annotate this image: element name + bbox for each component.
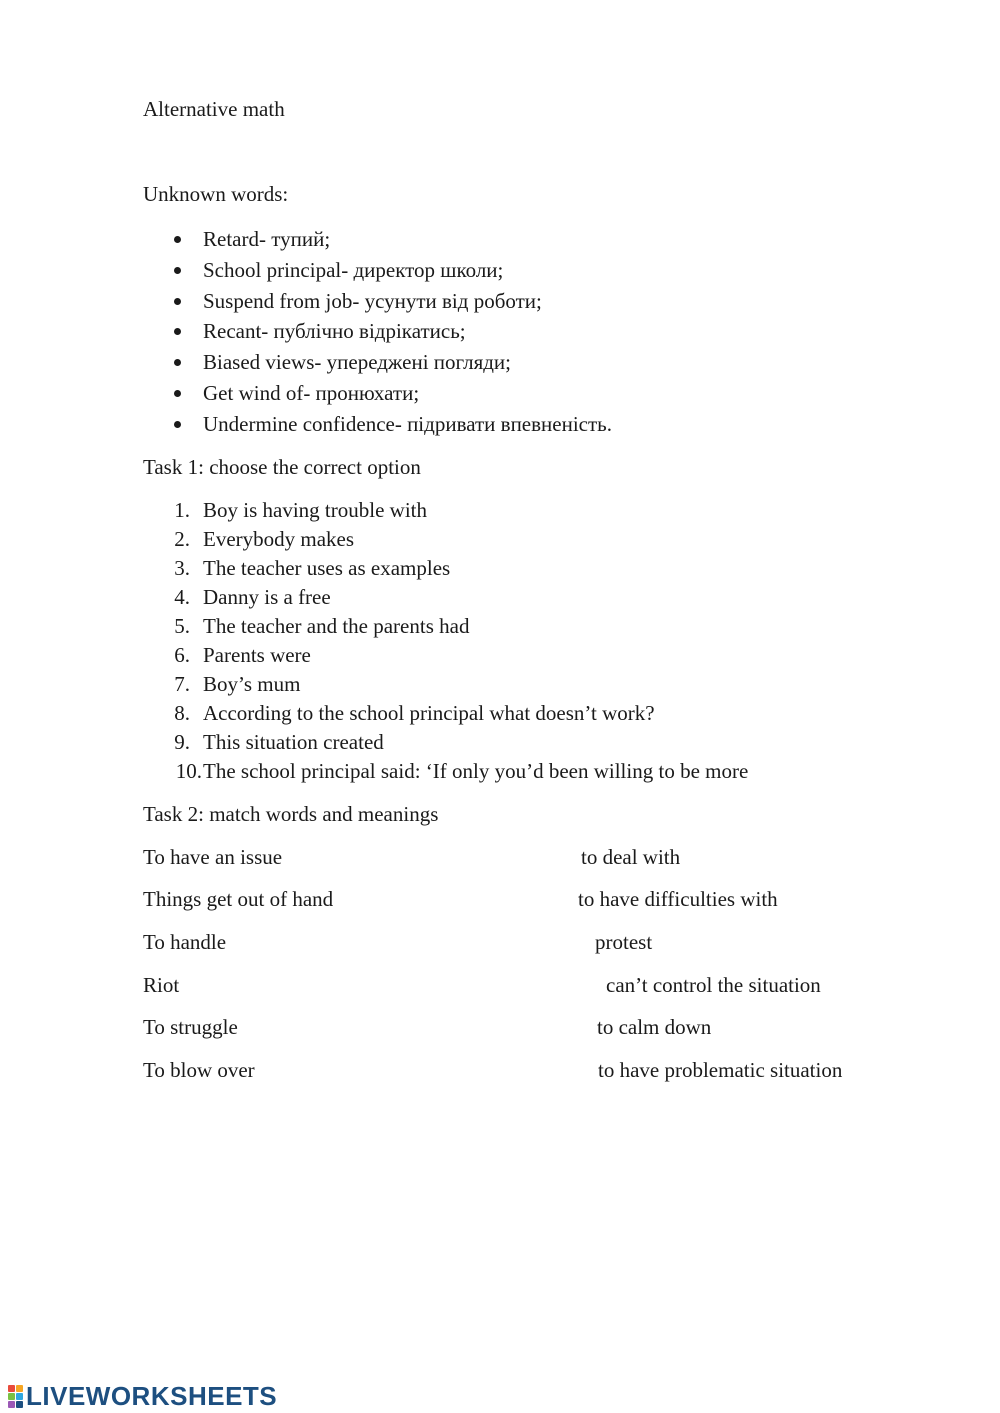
match-meaning: to have difficulties with xyxy=(578,887,778,911)
task2-heading: Task 2: match words and meanings xyxy=(143,802,439,826)
match-word: To struggle xyxy=(143,1015,238,1039)
list-item: This situation created xyxy=(203,730,384,754)
logo-block xyxy=(16,1385,23,1392)
list-item: Everybody makes xyxy=(203,527,355,551)
page-title: Alternative math xyxy=(143,97,285,121)
list-item: The teacher uses as examples xyxy=(203,556,451,580)
list-item: Recant- публічно відрікатись; xyxy=(203,319,466,343)
list-number: 7. xyxy=(174,672,190,696)
list-item: Boy’s mum xyxy=(203,672,301,696)
list-item: Retard- тупий; xyxy=(203,227,331,251)
logo-block xyxy=(8,1393,15,1400)
match-word: Riot xyxy=(143,973,180,997)
match-word: To have an issue xyxy=(143,845,283,869)
list-item: According to the school principal what doesn’t work? xyxy=(203,701,655,725)
list-item: The teacher and the parents had xyxy=(203,614,470,638)
bullet-icon xyxy=(174,359,181,366)
list-number: 4. xyxy=(174,585,190,609)
logo-icon xyxy=(8,1385,23,1408)
brand-name: LIVEWORKSHEETS xyxy=(26,1381,278,1411)
bullet-icon xyxy=(174,267,181,274)
task1-heading: Task 1: choose the correct option xyxy=(143,455,421,479)
list-number: 9. xyxy=(174,730,190,754)
list-number: 3. xyxy=(174,556,190,580)
match-meaning: can’t control the situation xyxy=(606,973,821,997)
match-word: To handle xyxy=(143,930,227,954)
list-item: Undermine confidence- підривати впевненість. xyxy=(203,412,612,436)
bullet-icon xyxy=(174,236,181,243)
bullet-icon xyxy=(174,328,181,335)
match-meaning: to deal with xyxy=(581,845,681,869)
list-number: 6. xyxy=(174,643,190,667)
bullet-icon xyxy=(174,390,181,397)
list-item: Danny is a free xyxy=(203,585,331,609)
bullet-icon xyxy=(174,421,181,428)
list-item: Biased views- упереджені погляди; xyxy=(203,350,511,374)
logo-block xyxy=(16,1401,23,1408)
list-number: 2. xyxy=(174,527,190,551)
bullet-icon xyxy=(174,298,181,305)
list-item: Parents were xyxy=(203,643,311,667)
list-item: Boy is having trouble with xyxy=(203,498,427,522)
list-number: 5. xyxy=(174,614,190,638)
list-item: The school principal said: ‘If only you’d been willing to be more xyxy=(203,759,749,783)
match-word: To blow over xyxy=(143,1058,255,1082)
match-meaning: to calm down xyxy=(597,1015,712,1039)
list-item: Suspend from job- усунути від роботи; xyxy=(203,289,542,313)
match-meaning: protest xyxy=(595,930,653,954)
logo-block xyxy=(8,1401,15,1408)
logo-block xyxy=(16,1393,23,1400)
match-meaning: to have problematic situation xyxy=(598,1058,843,1082)
list-item: Get wind of- пронюхати; xyxy=(203,381,420,405)
list-item: School principal- директор школи; xyxy=(203,258,504,282)
match-word: Things get out of hand xyxy=(143,887,334,911)
unknown-words-heading: Unknown words: xyxy=(143,182,289,206)
list-number: 10. xyxy=(175,759,202,783)
list-number: 8. xyxy=(174,701,190,725)
list-number: 1. xyxy=(174,498,190,522)
logo-block xyxy=(8,1385,15,1392)
liveworksheets-logo xyxy=(8,1381,277,1411)
